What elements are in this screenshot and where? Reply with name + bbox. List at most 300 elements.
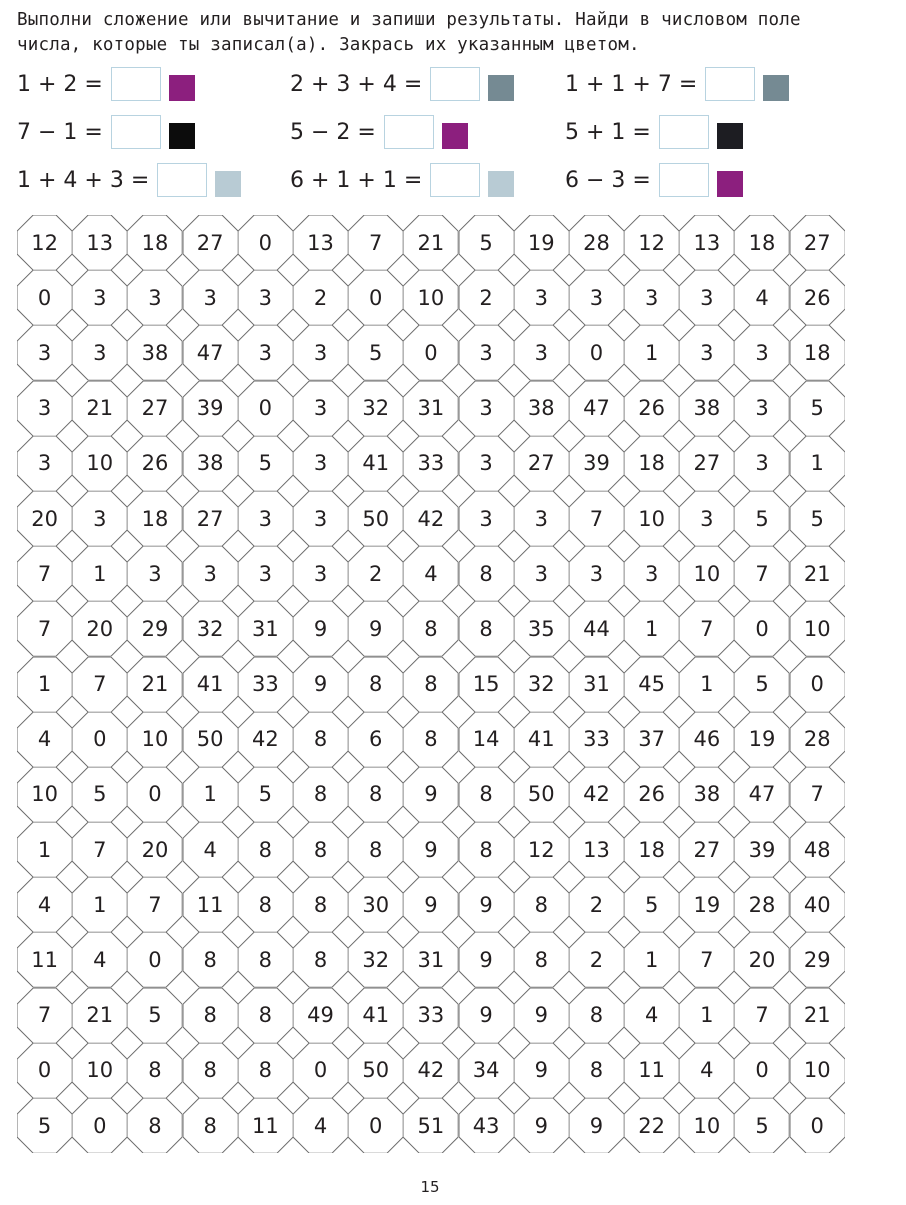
number-cell[interactable] [403,601,458,656]
number-cell[interactable] [569,601,624,656]
number-cell[interactable] [17,270,72,325]
number-cell-value: 28 [803,727,831,752]
number-cell-value: 9 [369,616,383,641]
number-cell[interactable] [127,436,182,491]
number-cell[interactable] [238,932,293,987]
number-cell[interactable] [293,436,348,491]
number-cell[interactable] [72,932,127,987]
number-cell[interactable] [183,1098,238,1153]
number-cell[interactable] [238,491,293,546]
answer-box[interactable] [659,163,709,197]
number-cell[interactable] [127,546,182,601]
number-cell[interactable] [514,988,569,1043]
number-cell-value: 0 [755,1058,769,1083]
number-cell[interactable] [514,657,569,712]
number-cell[interactable] [459,325,514,380]
number-cell[interactable] [734,877,789,932]
number-cell[interactable] [624,988,679,1043]
number-cell-value: 8 [424,672,438,697]
number-cell[interactable] [790,988,845,1043]
number-cell-value: 20 [141,837,169,862]
number-cell[interactable] [348,657,403,712]
number-cell[interactable] [183,822,238,877]
number-cell[interactable] [183,491,238,546]
number-cell-value: 0 [424,340,438,365]
number-cell[interactable] [238,436,293,491]
answer-box[interactable] [659,115,709,149]
number-cell[interactable] [624,1043,679,1098]
number-cell[interactable] [514,712,569,767]
number-cell[interactable] [514,436,569,491]
number-cell[interactable] [403,546,458,601]
number-cell[interactable] [348,712,403,767]
number-cell[interactable] [624,601,679,656]
number-cell[interactable] [293,932,348,987]
number-cell[interactable] [624,822,679,877]
number-cell[interactable] [679,932,734,987]
number-cell[interactable] [238,1043,293,1098]
number-cell[interactable] [569,988,624,1043]
number-cell[interactable] [348,1043,403,1098]
number-cell[interactable] [403,436,458,491]
number-cell[interactable] [459,712,514,767]
number-cell[interactable] [348,877,403,932]
number-cell[interactable] [514,877,569,932]
number-cell-value: 21 [141,672,169,697]
number-cell[interactable] [514,1098,569,1153]
number-cell[interactable] [514,601,569,656]
number-cell[interactable] [72,215,127,270]
number-cell[interactable] [403,932,458,987]
number-cell[interactable] [459,436,514,491]
number-cell[interactable] [17,988,72,1043]
number-cell[interactable] [127,877,182,932]
number-cell[interactable] [679,1043,734,1098]
number-cell[interactable] [679,325,734,380]
number-cell[interactable] [238,822,293,877]
number-cell[interactable] [72,381,127,436]
number-cell[interactable] [183,988,238,1043]
number-cell[interactable] [72,546,127,601]
number-cell[interactable] [679,601,734,656]
answer-box[interactable] [430,163,480,197]
number-cell[interactable] [569,325,624,380]
number-cell[interactable] [293,1098,348,1153]
number-cell[interactable] [624,270,679,325]
number-cell[interactable] [569,822,624,877]
number-cell-value: 11 [638,1058,666,1083]
number-cell[interactable] [790,932,845,987]
number-cell[interactable] [514,381,569,436]
number-cell[interactable] [293,1043,348,1098]
number-cell[interactable] [734,767,789,822]
number-cell[interactable] [17,491,72,546]
number-cell[interactable] [293,767,348,822]
number-cell[interactable] [183,381,238,436]
number-cell[interactable] [72,1043,127,1098]
number-cell[interactable] [238,1098,293,1153]
number-cell[interactable] [72,767,127,822]
number-cell[interactable] [734,1043,789,1098]
number-cell[interactable] [72,270,127,325]
number-cell[interactable] [348,381,403,436]
number-cell[interactable] [679,270,734,325]
number-cell[interactable] [734,712,789,767]
number-cell[interactable] [790,491,845,546]
number-cell[interactable] [348,767,403,822]
number-cell[interactable] [790,822,845,877]
number-cell[interactable] [790,215,845,270]
number-cell-value: 3 [700,340,714,365]
number-cell[interactable] [238,767,293,822]
number-cell[interactable] [734,1098,789,1153]
number-cell[interactable] [624,381,679,436]
number-cell[interactable] [569,932,624,987]
number-cell[interactable] [72,877,127,932]
number-cell[interactable] [238,215,293,270]
number-cell[interactable] [679,988,734,1043]
number-cell[interactable] [734,215,789,270]
answer-box[interactable] [157,163,207,197]
number-cell-value: 8 [479,616,493,641]
number-cell[interactable] [17,325,72,380]
number-cell-value: 18 [803,340,831,365]
answer-box[interactable] [430,67,480,101]
number-cell[interactable] [293,822,348,877]
number-cell[interactable] [459,988,514,1043]
answer-box[interactable] [384,115,434,149]
number-cell[interactable] [183,932,238,987]
number-cell-value: 50 [527,782,555,807]
number-cell[interactable] [514,491,569,546]
number-cell[interactable] [72,988,127,1043]
number-cell[interactable] [569,436,624,491]
number-cell[interactable] [790,601,845,656]
number-cell[interactable] [679,546,734,601]
number-cell[interactable] [238,988,293,1043]
number-cell-value: 19 [527,230,555,255]
number-cell[interactable] [127,657,182,712]
number-cell[interactable] [459,932,514,987]
number-cell[interactable] [348,1098,403,1153]
number-cell[interactable] [183,657,238,712]
number-cell[interactable] [183,767,238,822]
number-cell-value: 3 [755,451,769,476]
number-cell[interactable] [293,712,348,767]
number-cell[interactable] [183,215,238,270]
number-cell[interactable] [790,657,845,712]
number-cell[interactable] [127,712,182,767]
number-cell[interactable] [403,491,458,546]
number-cell[interactable] [569,270,624,325]
number-cell-value: 18 [141,506,169,531]
number-cell[interactable] [624,932,679,987]
number-cell-value: 21 [417,230,445,255]
number-cell[interactable] [403,215,458,270]
number-cell[interactable] [569,546,624,601]
number-cell[interactable] [403,877,458,932]
number-cell[interactable] [734,325,789,380]
number-cell[interactable] [459,822,514,877]
number-cell[interactable] [679,877,734,932]
number-cell[interactable] [734,381,789,436]
task-9 [565,160,743,200]
number-cell[interactable] [183,270,238,325]
number-cell[interactable] [348,270,403,325]
number-cell[interactable] [183,436,238,491]
number-cell[interactable] [127,381,182,436]
number-cell[interactable] [790,712,845,767]
number-cell[interactable] [624,1098,679,1153]
number-cell[interactable] [459,546,514,601]
number-cell[interactable] [790,325,845,380]
number-cell[interactable] [127,215,182,270]
number-cell[interactable] [569,767,624,822]
number-cell[interactable] [17,215,72,270]
number-cell[interactable] [624,546,679,601]
answer-box[interactable] [111,115,161,149]
number-cell[interactable] [459,1098,514,1153]
number-cell[interactable] [72,712,127,767]
number-cell[interactable] [17,932,72,987]
number-cell[interactable] [293,491,348,546]
number-cell[interactable] [348,491,403,546]
number-cell[interactable] [17,712,72,767]
number-cell[interactable] [183,877,238,932]
number-cell[interactable] [679,712,734,767]
number-cell-value: 33 [251,672,279,697]
number-cell[interactable] [514,767,569,822]
number-cell[interactable] [72,436,127,491]
number-cell[interactable] [514,270,569,325]
number-cell[interactable] [403,270,458,325]
number-cell[interactable] [238,601,293,656]
number-cell[interactable] [403,381,458,436]
number-cell[interactable] [790,270,845,325]
number-cell[interactable] [72,1098,127,1153]
number-cell[interactable] [624,877,679,932]
number-cell[interactable] [127,325,182,380]
number-cell[interactable] [459,657,514,712]
number-cell[interactable] [348,436,403,491]
number-cell[interactable] [127,1043,182,1098]
number-cell[interactable] [569,381,624,436]
number-cell[interactable] [403,325,458,380]
number-cell[interactable] [679,436,734,491]
number-cell[interactable] [127,270,182,325]
number-cell[interactable] [624,712,679,767]
number-cell[interactable] [403,988,458,1043]
number-cell[interactable] [403,712,458,767]
number-cell[interactable] [514,325,569,380]
number-cell[interactable] [679,381,734,436]
number-cell[interactable] [403,657,458,712]
number-cell-value: 5 [258,782,273,807]
number-cell[interactable] [459,215,514,270]
number-cell-value: 3 [313,396,328,421]
number-cell-value: 2 [589,948,604,973]
number-cell-value: 3 [589,285,604,310]
number-cell[interactable] [238,325,293,380]
number-cell[interactable] [348,546,403,601]
number-cell-value: 8 [258,948,273,973]
number-cell[interactable] [514,932,569,987]
number-cell[interactable] [293,601,348,656]
number-cell[interactable] [348,601,403,656]
number-cell[interactable] [569,1098,624,1153]
number-cell[interactable] [17,877,72,932]
number-cell[interactable] [790,1098,845,1153]
number-cell[interactable] [679,1098,734,1153]
number-cell[interactable] [734,988,789,1043]
number-cell[interactable] [734,601,789,656]
number-cell-value: 1 [203,782,217,807]
number-cell[interactable] [293,325,348,380]
number-cell[interactable] [459,601,514,656]
number-cell[interactable] [459,381,514,436]
number-cell[interactable] [624,767,679,822]
number-cell[interactable] [72,657,127,712]
number-cell[interactable] [238,877,293,932]
number-cell[interactable] [127,822,182,877]
number-cell[interactable] [790,767,845,822]
number-cell[interactable] [569,215,624,270]
number-cell[interactable] [17,381,72,436]
number-cell[interactable] [17,822,72,877]
number-cell[interactable] [624,215,679,270]
number-cell[interactable] [734,657,789,712]
number-cell-value: 9 [479,1003,493,1028]
number-cell[interactable] [127,1098,182,1153]
number-cell-value: 8 [258,1058,273,1083]
number-cell[interactable] [679,657,734,712]
number-cell[interactable] [183,325,238,380]
number-cell[interactable] [183,712,238,767]
number-cell[interactable] [348,325,403,380]
number-cell[interactable] [127,491,182,546]
number-cell[interactable] [569,657,624,712]
number-cell[interactable] [403,1043,458,1098]
number-cell[interactable] [734,932,789,987]
number-cell[interactable] [790,1043,845,1098]
number-cell[interactable] [127,767,182,822]
number-cell[interactable] [514,822,569,877]
number-cell[interactable] [348,822,403,877]
number-cell[interactable] [293,546,348,601]
number-cell[interactable] [293,381,348,436]
number-cell[interactable] [459,767,514,822]
number-cell[interactable] [459,877,514,932]
number-cell[interactable] [17,1098,72,1153]
number-cell[interactable] [238,546,293,601]
number-cell[interactable] [459,1043,514,1098]
number-cell-value: 20 [748,948,776,973]
number-cell[interactable] [17,436,72,491]
number-cell[interactable] [127,988,182,1043]
number-cell-value: 3 [700,285,714,310]
number-cell[interactable] [183,601,238,656]
number-cell[interactable] [403,767,458,822]
number-cell[interactable] [17,546,72,601]
number-cell[interactable] [348,215,403,270]
number-cell[interactable] [127,932,182,987]
number-cell[interactable] [459,491,514,546]
number-cell[interactable] [72,601,127,656]
number-cell[interactable] [679,767,734,822]
number-cell[interactable] [734,546,789,601]
number-cell-value: 29 [803,948,831,973]
number-cell[interactable] [183,546,238,601]
number-cell[interactable] [679,491,734,546]
number-cell-value: 4 [424,561,438,586]
number-cell[interactable] [569,1043,624,1098]
number-cell[interactable] [293,988,348,1043]
number-cell-value: 44 [583,616,610,641]
number-cell[interactable] [17,767,72,822]
number-cell[interactable] [183,1043,238,1098]
number-cell[interactable] [293,657,348,712]
number-cell[interactable] [127,601,182,656]
instructions [17,8,877,58]
number-cell[interactable] [569,491,624,546]
number-cell[interactable] [624,491,679,546]
number-cell[interactable] [734,491,789,546]
number-cell-value: 3 [479,451,493,476]
answer-box[interactable] [111,67,161,101]
number-cell[interactable] [348,988,403,1043]
number-cell[interactable] [17,601,72,656]
number-cell[interactable] [293,270,348,325]
number-cell-value: 11 [196,892,224,917]
number-cell[interactable] [72,491,127,546]
number-cell[interactable] [403,1098,458,1153]
number-cell[interactable] [238,657,293,712]
number-cell[interactable] [293,215,348,270]
number-cell[interactable] [72,822,127,877]
number-cell[interactable] [403,822,458,877]
number-cell[interactable] [569,712,624,767]
number-cell[interactable] [459,270,514,325]
number-cell[interactable] [514,1043,569,1098]
number-cell[interactable] [679,215,734,270]
number-cell[interactable] [514,215,569,270]
number-cell[interactable] [514,546,569,601]
number-cell[interactable] [238,381,293,436]
color-swatch [488,171,514,197]
number-cell[interactable] [624,325,679,380]
number-cell[interactable] [238,270,293,325]
number-cell[interactable] [624,657,679,712]
number-cell[interactable] [348,932,403,987]
number-cell[interactable] [790,877,845,932]
number-cell[interactable] [679,822,734,877]
number-cell[interactable] [624,436,679,491]
number-cell[interactable] [293,877,348,932]
number-cell[interactable] [734,822,789,877]
number-cell[interactable] [790,436,845,491]
number-cell-value: 21 [803,561,831,586]
number-cell[interactable] [72,325,127,380]
number-cell[interactable] [238,712,293,767]
number-cell[interactable] [790,546,845,601]
number-cell[interactable] [790,381,845,436]
number-cell[interactable] [17,657,72,712]
number-cell[interactable] [734,270,789,325]
number-cell[interactable] [734,436,789,491]
number-cell[interactable] [17,1043,72,1098]
answer-box[interactable] [705,67,755,101]
number-cell[interactable] [569,877,624,932]
